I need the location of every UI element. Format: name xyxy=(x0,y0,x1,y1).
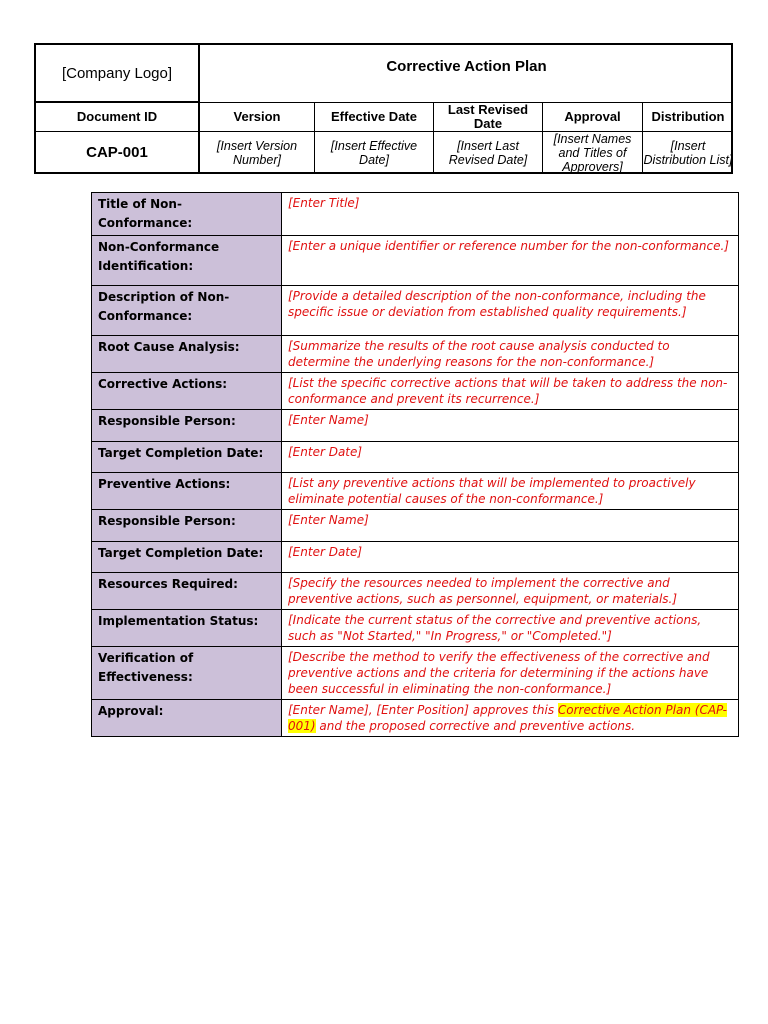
row-value: [Specify the resources needed to implement the corrective and preventive actions, such as personnel, equipment, or materials.] xyxy=(282,573,739,610)
row-value: [Enter Name] xyxy=(282,410,739,442)
approval-value: [Insert Names and Titles of Approvers] xyxy=(543,132,643,174)
row-label: Verification of Effectiveness: xyxy=(92,647,282,700)
company-logo: [Company Logo] xyxy=(36,45,200,103)
document-header xyxy=(34,43,733,174)
table-row xyxy=(92,336,739,373)
table-row xyxy=(92,647,739,700)
row-value: [Indicate the current status of the corrective and preventive actions, such as "Not Started," "In Progress," or "Completed."] xyxy=(282,610,739,647)
row-label: Root Cause Analysis: xyxy=(92,336,282,373)
row-value: [Enter a unique identifier or reference number for the non-conformance.] xyxy=(282,236,739,286)
col-header-distribution: Distribution xyxy=(643,103,733,132)
document-id-value: CAP-001 xyxy=(36,132,200,174)
table-row xyxy=(92,410,739,442)
corrective-action-table xyxy=(91,192,739,737)
col-header-approval: Approval xyxy=(543,103,643,132)
approval-text-before: [Enter Name], [Enter Position] approves this xyxy=(288,703,558,717)
table-row xyxy=(92,373,739,410)
row-value: [Enter Date] xyxy=(282,542,739,573)
row-label: Responsible Person: xyxy=(92,410,282,442)
table-row xyxy=(92,473,739,510)
table-row xyxy=(92,610,739,647)
version-value: [Insert Version Number] xyxy=(200,132,315,174)
row-value: [Enter Date] xyxy=(282,442,739,473)
last-revised-date-value: [Insert Last Revised Date] xyxy=(434,132,543,174)
row-label: Implementation Status: xyxy=(92,610,282,647)
row-label: Preventive Actions: xyxy=(92,473,282,510)
table-row xyxy=(92,236,739,286)
effective-date-value: [Insert Effective Date] xyxy=(315,132,434,174)
approval-text xyxy=(282,700,739,737)
table-row xyxy=(92,542,739,573)
distribution-value: [Insert Distribution List] xyxy=(643,139,733,167)
row-value: [List the specific corrective actions that will be taken to address the non-conformance and prevent its recurrence.] xyxy=(282,373,739,410)
row-value: [Provide a detailed description of the non-conformance, including the specific issue or deviation from established quality requirements.] xyxy=(282,286,739,336)
row-label: Responsible Person: xyxy=(92,510,282,542)
row-value: [List any preventive actions that will be implemented to proactively eliminate potential causes of the non-conformance.] xyxy=(282,473,739,510)
row-label: Corrective Actions: xyxy=(92,373,282,410)
col-header-document-id: Document ID xyxy=(36,103,200,132)
table-row-approval xyxy=(92,700,739,737)
row-value: [Enter Title] xyxy=(282,193,739,236)
col-header-version: Version xyxy=(200,103,315,132)
table-row xyxy=(92,510,739,542)
row-label: Title of Non-Conformance: xyxy=(92,193,282,236)
row-label: Target Completion Date: xyxy=(92,442,282,473)
approval-label: Approval: xyxy=(92,700,282,737)
row-value: [Summarize the results of the root cause analysis conducted to determine the underlying reasons for the non-conformance.] xyxy=(282,336,739,373)
table-row xyxy=(92,286,739,336)
col-header-effective-date: Effective Date xyxy=(315,103,434,132)
row-label: Description of Non-Conformance: xyxy=(92,286,282,336)
row-value: [Enter Name] xyxy=(282,510,739,542)
highlighted-plan-reference: Corrective Action Plan (CAP-001) xyxy=(288,703,727,733)
row-label: Non-Conformance Identification: xyxy=(92,236,282,286)
row-label: Target Completion Date: xyxy=(92,542,282,573)
row-value: [Describe the method to verify the effectiveness of the corrective and preventive actions and the criteria for determining if the actions have been successful in eliminating the non-conformance.] xyxy=(282,647,739,700)
table-row xyxy=(92,193,739,236)
table-row xyxy=(92,442,739,473)
table-row xyxy=(92,573,739,610)
approval-text-after: and the proposed corrective and preventive actions. xyxy=(315,719,636,733)
col-header-last-revised-date: Last Revised Date xyxy=(434,103,543,132)
row-label: Resources Required: xyxy=(92,573,282,610)
document-title: Corrective Action Plan xyxy=(200,45,733,103)
